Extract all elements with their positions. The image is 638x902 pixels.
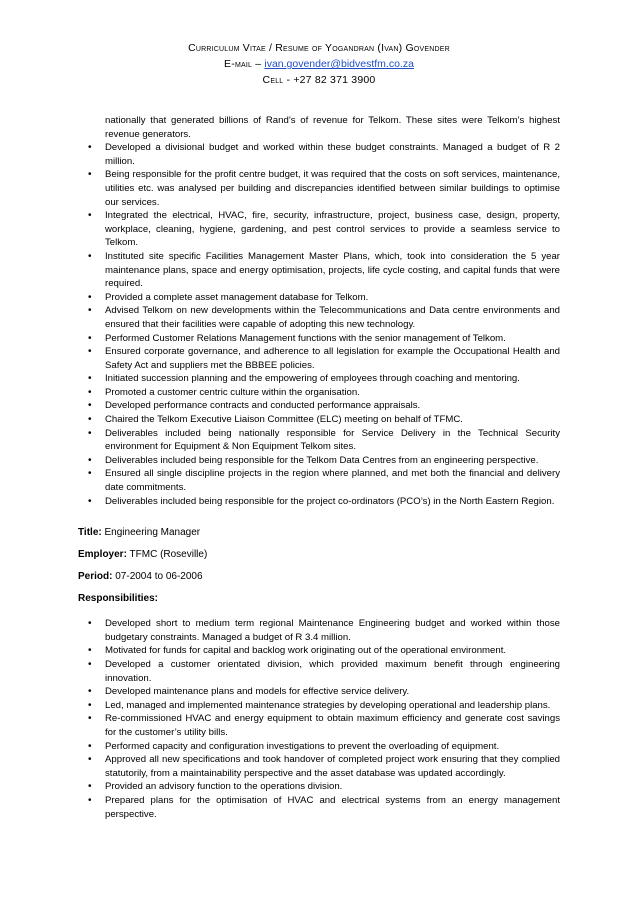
job-title-label: Title:: [78, 527, 102, 539]
list-item: • Ensured all single discipline projects in the region where planned, and met both the financial and delivery date commitments.: [78, 467, 560, 494]
page-header: [0, 40, 638, 88]
list-item: • Instituted site specific Facilities Management Master Plans, which, took into consideration the 5 year maintenance plans, space and energy optimisation, projects, life cycle costing, and capital funds that were required.: [78, 250, 560, 291]
list-item: • Approved all new specifications and took handover of completed project work ensuring that they complied statutorily, from a maintainability perspective and the asset database was updated accordingly.: [78, 753, 560, 780]
list-item: • Deliverables included being nationally responsible for Service Delivery in the Technical Security environment for Equipment & Non Equipment Telkom sites.: [78, 427, 560, 454]
document-body: [78, 114, 560, 821]
list-item: • Performed capacity and configuration investigations to prevent the overloading of equipment.: [78, 740, 560, 754]
list-item: • Developed short to medium term regional Maintenance Engineering budget and worked within those budgetary constraints. Managed a budget of R 3.4 million.: [78, 617, 560, 644]
employer-label: Employer:: [78, 549, 127, 561]
list-item: • Provided an advisory function to the operations division.: [78, 780, 560, 794]
employer-row: [78, 548, 560, 562]
list-item: • Ensured corporate governance, and adherence to all legislation for example the Occupational Health and Safety Act and suppliers met the BBBEE policies.: [78, 345, 560, 372]
list-item: • Developed performance contracts and conducted performance appraisals.: [78, 399, 560, 413]
list-item: • Provided a complete asset management database for Telkom.: [78, 291, 560, 305]
list-item: • Deliverables included being responsible for the Telkom Data Centres from an engineering perspective.: [78, 454, 560, 468]
list-item: • Deliverables included being responsible for the project co-ordinators (PCO’s) in the North Eastern Region.: [78, 495, 560, 509]
responsibilities-heading: [78, 592, 560, 606]
list-item: • Initiated succession planning and the empowering of employees through coaching and mentoring.: [78, 372, 560, 386]
responsibility-list-2: [78, 617, 560, 821]
list-item-continuation: nationally that generated billions of Rand’s of revenue for Telkom. These sites were Telkom’s highest revenue generators.: [105, 115, 560, 140]
cell-line: Cell - +27 82 371 3900: [262, 74, 376, 86]
cv-title: Curriculum Vitae / Resume of Yogandran (Ivan) Govender: [188, 42, 450, 54]
employer-value: TFMC (Roseville): [129, 549, 208, 561]
period-row: [78, 570, 560, 584]
list-item: • Developed a customer orientated division, which provided maximum benefit through engineering innovation.: [78, 658, 560, 685]
list-item: • Being responsible for the profit centre budget, it was required that the costs on soft services, maintenance, utilities etc. was analysed per building and discrepancies identified between similar buildings to optimise our services.: [78, 168, 560, 209]
email-label: E-mail –: [224, 58, 265, 70]
period-label: Period:: [78, 571, 113, 583]
job-title-value: Engineering Manager: [104, 527, 201, 539]
period-value: 07-2004 to 06-2006: [115, 571, 203, 583]
email-link[interactable]: ivan.govender@bidvestfm.co.za: [264, 58, 414, 70]
list-item: • Prepared plans for the optimisation of HVAC and electrical systems from an energy management perspective.: [78, 794, 560, 821]
list-item: • Performed Customer Relations Management functions with the senior management of Telkom.: [78, 332, 560, 346]
list-item: • Advised Telkom on new developments within the Telecommunications and Data centre environments and ensured that their facilities were capable of adopting this new technology.: [78, 304, 560, 331]
list-item: • Led, managed and implemented maintenance strategies by developing operational and leadership plans.: [78, 699, 560, 713]
responsibilities-label: Responsibilities:: [78, 593, 159, 605]
list-item: • Motivated for funds for capital and backlog work originating out of the operational environment.: [78, 644, 560, 658]
list-item: • Promoted a customer centric culture within the organisation.: [78, 386, 560, 400]
list-item: • Re-commissioned HVAC and energy equipment to obtain maximum efficiency and generate cost savings for the customer’s utility bills.: [78, 712, 560, 739]
list-item: • Developed a divisional budget and worked within these budget constraints. Managed a budget of R 2 million.: [78, 141, 560, 168]
responsibility-list-1: [78, 114, 560, 508]
list-item: • Developed maintenance plans and models for effective service delivery.: [78, 685, 560, 699]
list-item: • Integrated the electrical, HVAC, fire, security, infrastructure, project, business case, design, property, workplace, cleaning, hygiene, gardening, and pest control services to provide a seamless service to Telkom.: [78, 209, 560, 250]
list-item: • Chaired the Telkom Executive Liaison Committee (ELC) meeting on behalf of TFMC.: [78, 413, 560, 427]
email-line: [0, 56, 638, 72]
job-title-row: [78, 526, 560, 540]
